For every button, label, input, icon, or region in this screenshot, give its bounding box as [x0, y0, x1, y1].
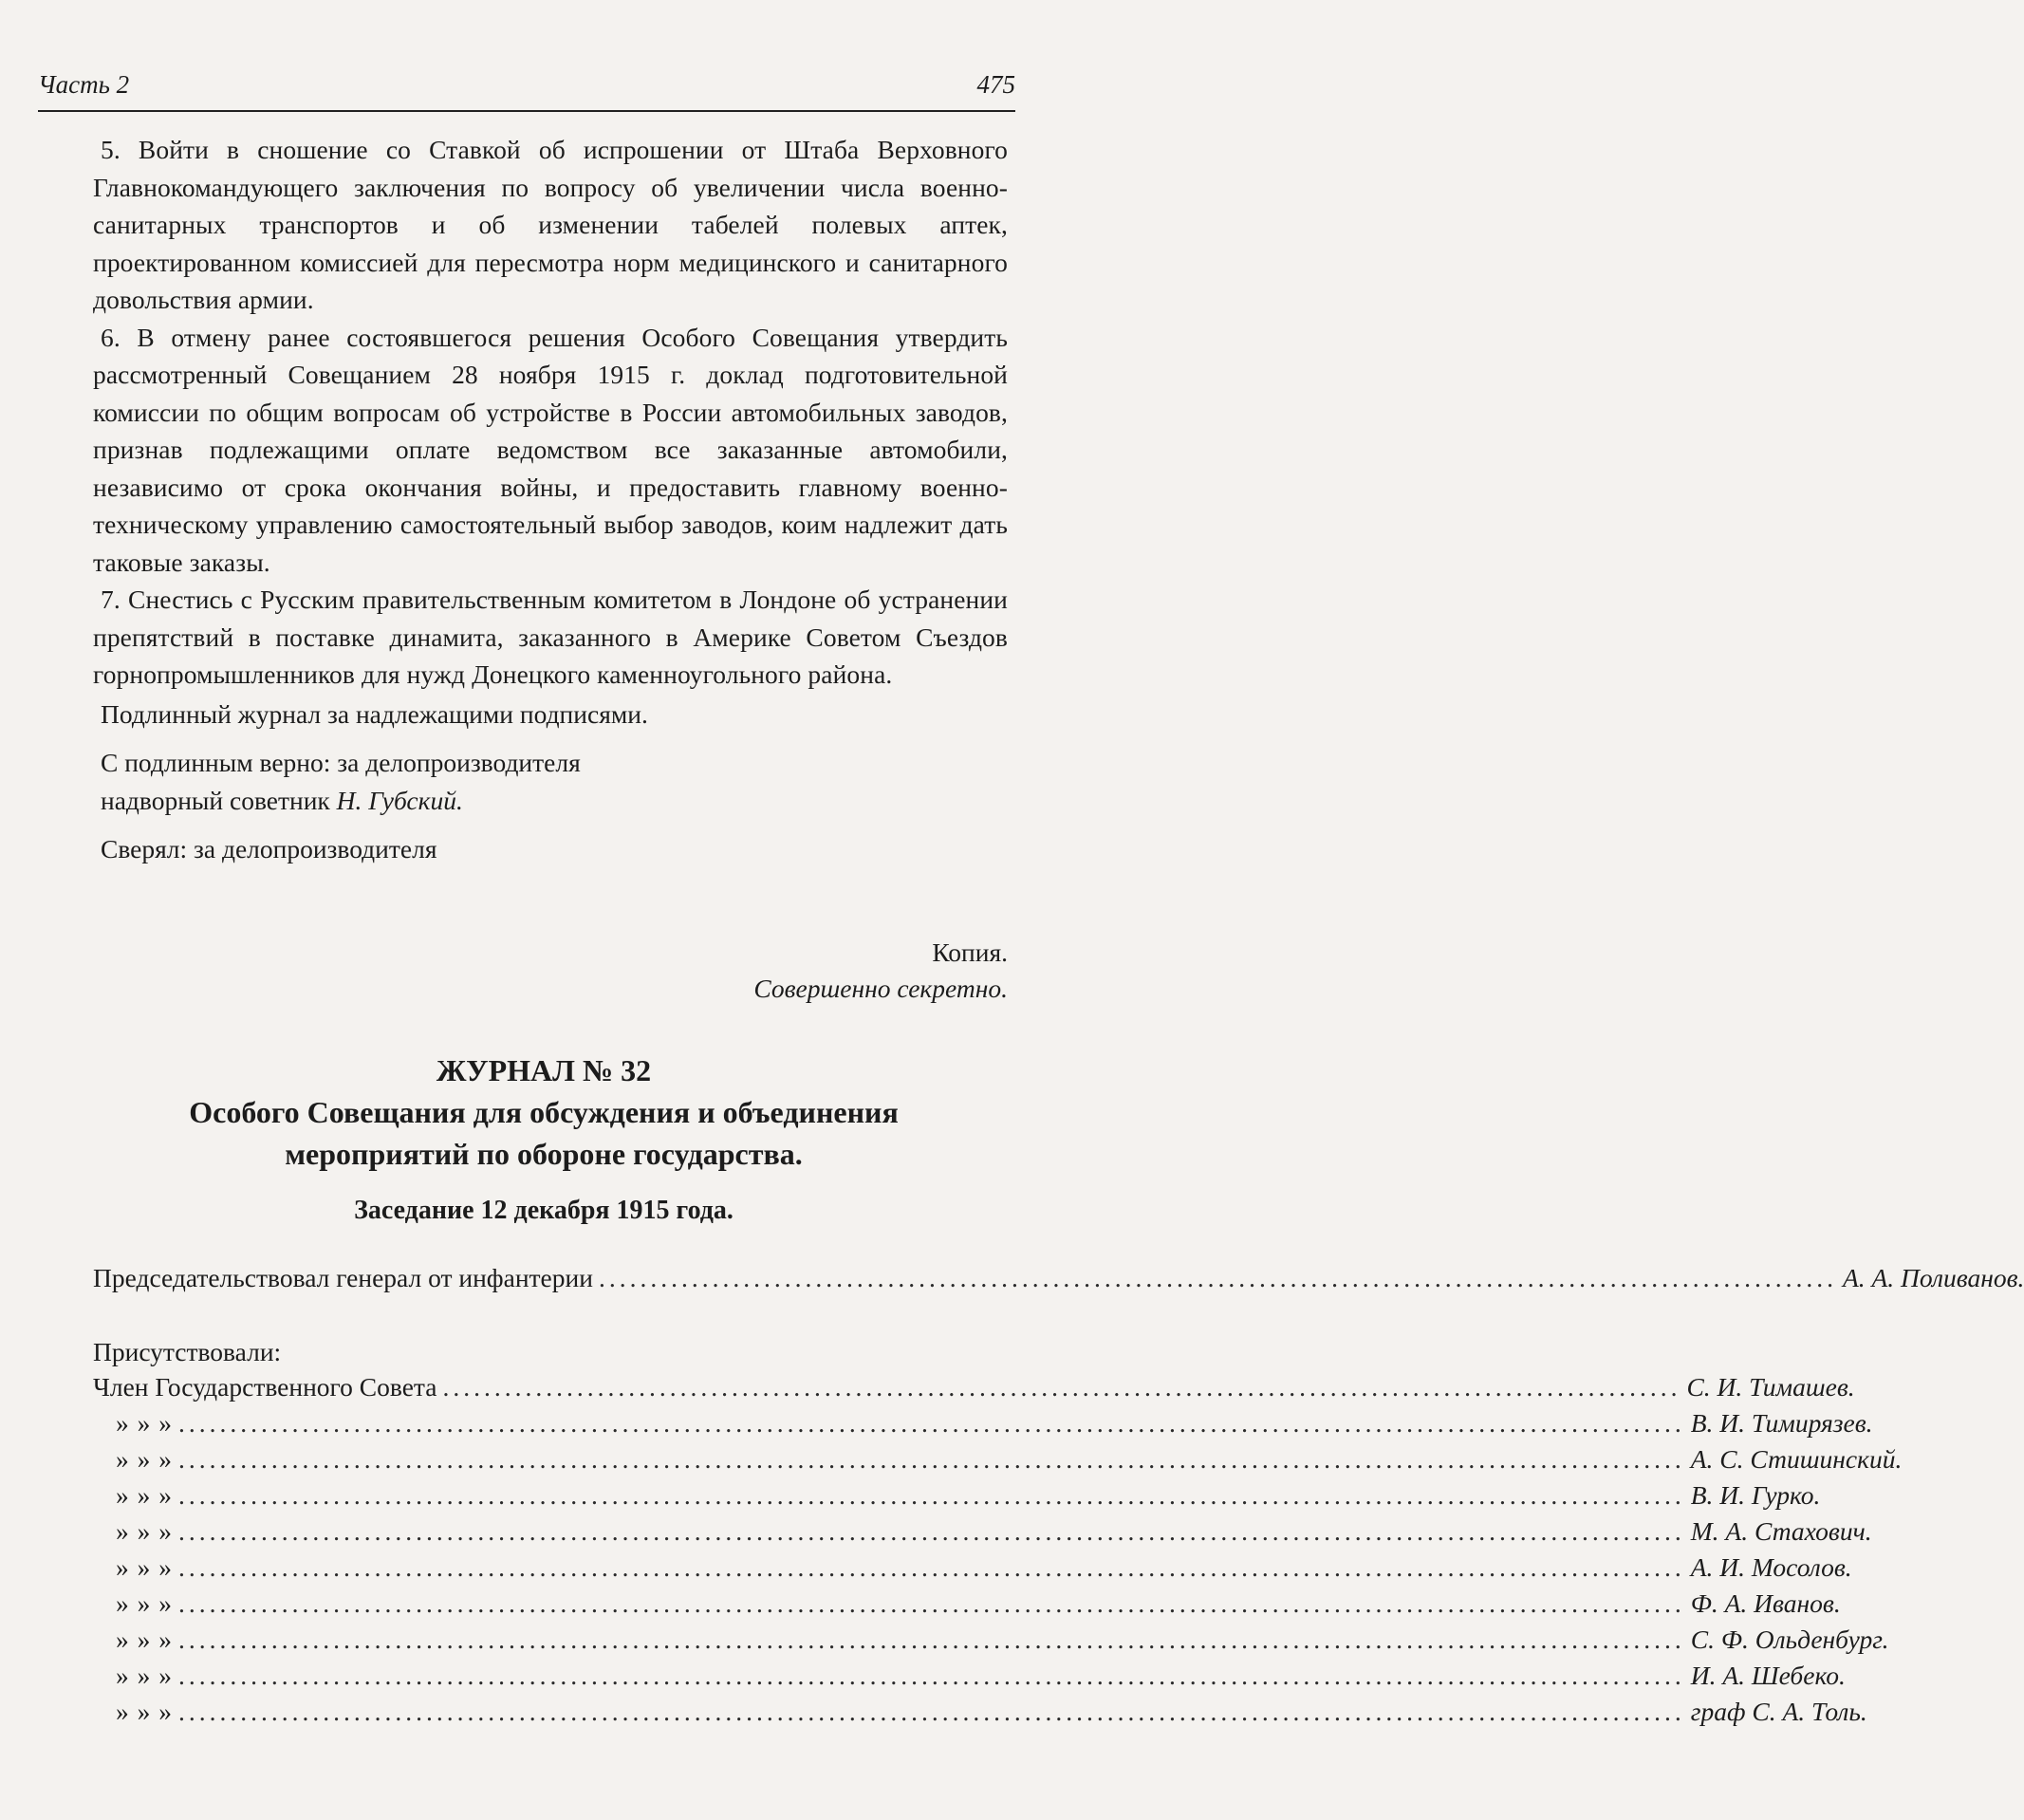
dot-leader: .................................................................................................................................................. [178, 1444, 1685, 1474]
attendee-name: А. И. Мосолов. [1690, 1552, 1852, 1582]
attendee-name: М. А. Стахович. [1690, 1516, 1872, 1546]
attendee-row [93, 1477, 1821, 1514]
attendee-name: А. С. Стишинский. [1690, 1444, 1903, 1474]
chair-name: А. А. Поливанов. [1842, 1263, 2024, 1292]
chair-row [93, 1260, 2024, 1296]
attendee-row [93, 1586, 1841, 1622]
part-label: Часть 2 [38, 70, 130, 99]
checked-line: Сверял: за делопроизводителя [101, 834, 437, 864]
secret-mark: Совершенно секретно. [753, 974, 1008, 1003]
ditto-marks: » » » [116, 1661, 173, 1690]
ditto-marks: » » » [116, 1480, 173, 1510]
ditto-marks: » » » [116, 1552, 173, 1582]
attendee-title: Член Государственного Совета [93, 1372, 437, 1402]
attendee-row [93, 1622, 1889, 1658]
attendee-name: С. Ф. Ольденбург. [1690, 1625, 1889, 1654]
journal-subtitle-line-1: Особого Совещания для обсуждения и объединения [189, 1095, 899, 1129]
ditto-marks: » » » [116, 1408, 173, 1438]
journal-title: ЖУРНАЛ № 32 [436, 1053, 652, 1087]
dot-leader: .................................................................................................................................................. [178, 1697, 1685, 1726]
item-6-paragraph: 6. В отмену ранее состоявшегося решения Особого Совещания утвердить рассмотренный Совещанием 28 ноября 1915 г. доклад подготовительной комиссии по общим вопросам об устройстве в России автомобильных заводов, признав подлежащими оплате ведомством все заказанные автомобили, независимо от срока окончания войны, и предоставить главному военно-техническому управлению самостоятельный выбор заводов, коим надлежит дать таковые заказы. [93, 322, 1008, 577]
dot-leader: ........................................................................................................................ [598, 1263, 1837, 1292]
copy-mark: Копия. [932, 938, 1008, 967]
dot-leader: .................................................................................................................................................. [178, 1625, 1685, 1654]
dot-leader: .................................................................................................................................................. [178, 1661, 1685, 1690]
attendees-label: Присутствовали: [93, 1337, 282, 1366]
attendee-row [93, 1369, 1855, 1405]
attendee-row [93, 1658, 1846, 1694]
attendee-name: В. И. Тимирязев. [1690, 1408, 1873, 1438]
item-7-paragraph: 7. Снестись с Русским правительственным комитетом в Лондоне об устранении препятствий в поставке динамита, заказанного в Америке Советом Съездов горнопромышленников для нужд Донецкого каменноугольного района. [93, 585, 1008, 689]
attendee-row [93, 1694, 1867, 1730]
ditto-marks: » » » [116, 1625, 173, 1654]
verified-name: Н. Губский. [336, 785, 463, 815]
running-header [38, 66, 1015, 112]
dot-leader: .................................................................................................................................................. [178, 1516, 1685, 1546]
verified-signature-line [93, 782, 1008, 820]
verified-rank: надворный советник [101, 785, 337, 815]
attendee-name: И. А. Шебеко. [1690, 1661, 1846, 1690]
ditto-marks: » » » [116, 1697, 173, 1726]
attendee-row [93, 1441, 1903, 1477]
dot-leader: .................................................................................................................................................. [178, 1552, 1685, 1582]
session-date: Заседание 12 декабря 1915 года. [354, 1196, 733, 1225]
resolutions-text [93, 131, 1008, 868]
attendee-name: С. И. Тимашев. [1686, 1372, 1855, 1402]
attendee-name: граф С. А. Толь. [1690, 1697, 1867, 1726]
attendee-row [93, 1405, 1873, 1441]
attendee-row [93, 1550, 1852, 1586]
ditto-marks: » » » [116, 1588, 173, 1618]
dot-leader: ........................................................................................................................ [442, 1372, 1681, 1402]
journal-subtitle-line-2: мероприятий по обороне государства. [285, 1137, 803, 1171]
verified-line: С подлинным верно: за делопроизводителя [101, 748, 581, 777]
attendee-row [93, 1514, 1872, 1550]
dot-leader: .................................................................................................................................................. [178, 1480, 1685, 1510]
chair-label: Председательствовал генерал от инфантерии [93, 1263, 593, 1292]
attendee-name: Ф. А. Иванов. [1690, 1588, 1841, 1618]
page-number: 475 [976, 70, 1015, 99]
dot-leader: .................................................................................................................................................. [178, 1588, 1685, 1618]
dot-leader: .................................................................................................................................................. [178, 1408, 1685, 1438]
item-5-paragraph: 5. Войти в сношение со Ставкой об испрошении от Штаба Верховного Главнокомандующего заключения по вопросу об увеличении числа военно-санитарных транспортов и об изменении табелей полевых аптек, проектированном комиссией для пересмотра норм медицинского и санитарного довольствия армии. [93, 135, 1008, 314]
original-journal-note: Подлинный журнал за надлежащими подписями. [101, 698, 648, 729]
ditto-marks: » » » [116, 1516, 173, 1546]
attendee-name: В. И. Гурко. [1690, 1480, 1821, 1510]
ditto-marks: » » » [116, 1444, 173, 1474]
